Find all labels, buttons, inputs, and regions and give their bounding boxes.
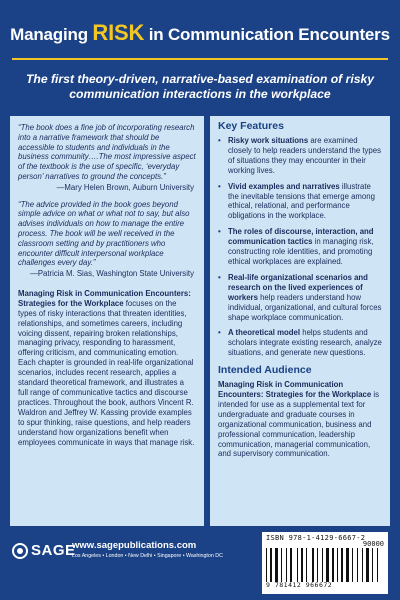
publisher-cities: Los Angeles • London • New Delhi • Singapore • Washington DC [72,553,223,559]
bullet-icon: • [218,272,221,282]
title-rule [12,58,388,60]
endorsement-quote: “The book does a fine job of incorporating research into a narrative framework that should be accessible to students and individuals in the business community….The most impressive aspect of the textbook is the use of specific, ‘everyday person’ narratives to ground the concepts.” [18,123,196,181]
endorsement-source: —Mary Helen Brown, Auburn University [56,182,194,192]
barcode-bar [283,548,285,582]
barcode-bar [374,548,376,582]
barcode-bar [332,548,334,582]
title-highlight: RISK [92,20,145,45]
barcode-bar [335,548,336,582]
barcode-bar [297,548,298,582]
audience-body: is intended for use as a supplemental text for undergraduate and graduate courses in organizational communication, business and professional communication, leadership communication, managerial communication, and supervisory communication. [218,390,380,459]
barcode-bar [319,548,321,582]
title-prefix: Managing [10,25,93,44]
barcode-bar [317,548,318,582]
barcode-bar [337,548,338,582]
barcode-bar [359,548,361,582]
barcode-bar [330,548,331,582]
barcode-bar [268,548,269,582]
barcode-bar [266,548,267,582]
barcode-bar [315,548,316,582]
feature-text: help readers understand how individual, organizational, and cultural forces shape workplace communication. [228,292,382,322]
barcode-bar [322,548,323,582]
barcode-bar [273,548,274,582]
publisher-logo [12,542,76,559]
barcode-bar [364,548,365,582]
book-title [0,20,400,46]
bullet-icon: • [218,136,221,145]
feature-bold: A theoretical model [228,328,301,338]
list-item [218,273,382,323]
barcode-bar [344,548,345,582]
price-code: 90000 [362,540,384,548]
feature-bold: Risky work situations [228,136,309,145]
barcode-bar [350,548,351,582]
barcode-bar [352,548,353,582]
publisher-url: www.sagepublications.com [72,540,197,551]
barcode-bar [357,548,358,582]
logo-text: SAGE [31,542,76,559]
features-list [218,136,382,358]
barcode-bar [299,548,300,582]
features-heading: Key Features [218,120,284,132]
isbn-text: ISBN 978-1-4129-6667-2 [266,534,366,542]
barcode-bar [275,548,278,582]
barcode-bar [290,548,292,582]
barcode-bar [279,548,280,582]
barcode-bar [339,548,340,582]
barcode-bar [301,548,303,582]
bullet-icon: • [218,181,221,191]
list-item [218,182,382,222]
barcode-bar [324,548,325,582]
endorsement-source: —Patricia M. Sias, Washington State University [30,269,194,279]
barcode-bar [308,548,311,582]
barcode-bar [366,548,369,582]
feature-bold: Vivid examples and narratives [228,181,340,191]
audience-title: Managing Risk in Communication Encounters: Strategies for the Workplace [218,380,372,400]
barcode-bar [346,548,349,582]
audience-heading: Intended Audience [218,364,312,377]
feature-bold: Real-life organizational scenarios and research on the lived experiences of workers [228,272,368,302]
right-panel [210,116,390,526]
bullet-icon: • [218,227,221,237]
barcode-bar [281,548,282,582]
barcode-bar [306,548,307,582]
title-suffix: in Communication Encounters [144,25,390,44]
barcode-bar [354,548,356,582]
audience-text [218,380,382,459]
barcode-bar [326,548,329,582]
barcode-digits: 9 781412 966672 [266,581,333,589]
feature-text: helps students and scholars integrate existing research, analyze situations, and generate new questions. [228,328,382,358]
description-title: Managing Risk in Communication Encounters: Strategies for the Workplace [18,288,191,308]
barcode-bar [293,548,296,582]
barcode-bar [362,548,363,582]
barcode-bar [372,548,373,582]
barcode-bar [286,548,287,582]
bullet-icon: • [218,328,221,338]
barcode-bar [377,548,378,582]
list-item [218,328,382,358]
barcode-bar [270,548,272,582]
feature-bold: The roles of discourse, interaction, and communication tactics [228,227,374,247]
barcode-bar [341,548,343,582]
description-body: focuses on the types of risky interactions that threaten identities, relationships, and sometimes careers, including voicing dissent, repairing broken relationships, managing privacy, responding to harassment, offering criticism, and communicating emotion. Each chapter is grounded in real-life organizational scenarios, includes recent research, applies a standard theoretical framework, and illustrates a full range of communicative tactics and discourse practices. Throughout the book, authors Vincent R. Waldron and Jeffrey W. Kassing provide examples to spur thinking, raise questions, and help readers understand how organizations benefit when employees communicate in ways that manage risk. [18,298,195,447]
left-panel [10,116,204,526]
feature-text: illustrate the inevitable tensions that emerge among ethical, relational, and performance obligations in the workplace. [228,181,375,221]
feature-text: in managing risk, constructing role identities, and promoting ethical workplaces are explained. [228,237,374,266]
barcode-bar [288,548,289,582]
feature-text: are examined closely to help readers understand the types of situations they may encounter in their working lives. [228,136,381,175]
endorsement-quote: “The advice provided in the book goes beyond simple advice on what or what not to say, but also advises individuals on how to manage the entire process. The book will be well received in the classroom setting and by practitioners who encounter difficult interpersonal workplace challenges every day.” [18,199,190,268]
subtitle: The first theory-driven, narrative-based examination of risky communication interactions in the workplace [25,72,375,101]
list-item [218,136,382,176]
book-description [18,289,196,448]
barcode-bar [370,548,371,582]
barcode-bar [304,548,305,582]
barcode-bars [266,544,384,582]
sage-logo-icon [12,543,28,559]
barcode-bar [312,548,314,582]
barcode [262,532,388,594]
list-item [218,227,382,267]
